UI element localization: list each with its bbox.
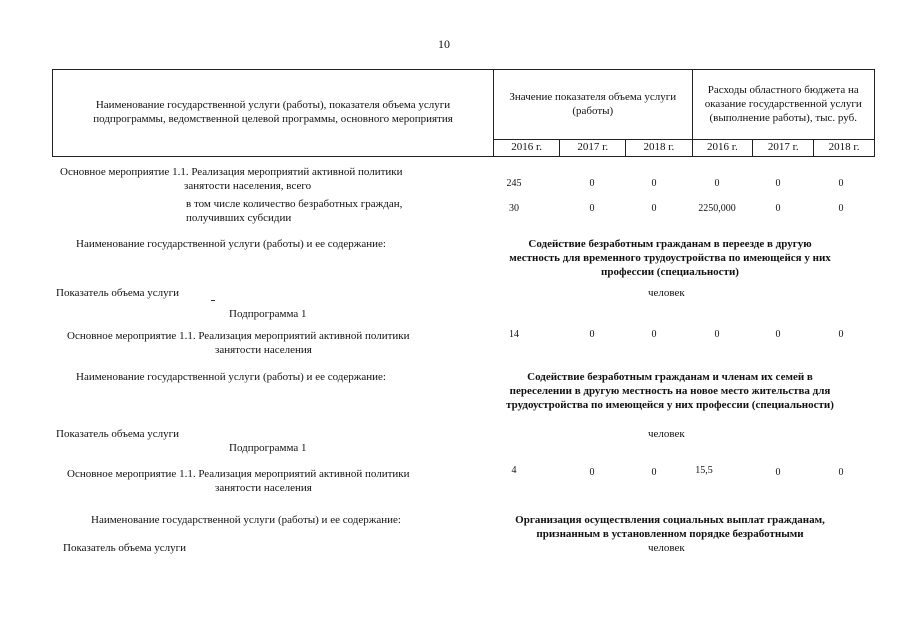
- row-name: занятости населения: [215, 344, 312, 356]
- indicator-label: Показатель объема услуги: [63, 542, 187, 554]
- year-cell: 2016 г.: [692, 140, 753, 157]
- value-cell: 0: [775, 329, 781, 340]
- service-title: переселении в другую местность на новое место жительства для: [509, 385, 831, 397]
- row-name: Основное мероприятие 1.1. Реализация мероприятий активной политики: [67, 468, 410, 480]
- value-cell: 0: [589, 203, 595, 214]
- year-cell: 2018 г.: [814, 140, 875, 157]
- value-cell: 0: [838, 178, 844, 189]
- value-cell: 15,5: [695, 465, 713, 476]
- value-cell: 0: [589, 467, 595, 478]
- header-name-cell: Наименование государственной услуги (работы), показателя объема услуги подпрограммы, ведомственной целевой программы, основного мероприятия: [53, 70, 494, 157]
- value-cell: 0: [651, 203, 657, 214]
- service-title: трудоустройства по имеющейся у них профессии (специальности): [506, 399, 834, 411]
- subprogram-label: Подпрограмма 1: [229, 308, 307, 320]
- header-table: [52, 69, 875, 157]
- row-name: получивших субсидии: [186, 212, 292, 224]
- value-cell: 0: [838, 203, 844, 214]
- value-cell: 0: [651, 467, 657, 478]
- value-cell: 0: [838, 467, 844, 478]
- scan-mark: [211, 300, 215, 301]
- service-label: Наименование государственной услуги (работы) и ее содержание:: [76, 238, 386, 250]
- value-cell: 0: [775, 203, 781, 214]
- header-value-cell: Значение показателя объема услуги (работы): [494, 70, 693, 140]
- value-cell: 0: [838, 329, 844, 340]
- value-cell: 2250,000: [698, 203, 736, 214]
- unit-label: человек: [648, 428, 685, 440]
- service-title: местность для временного трудоустройства по имеющейся у них: [509, 252, 831, 264]
- subprogram-label: Подпрограмма 1: [229, 442, 307, 454]
- service-title: Содействие безработным гражданам в переезде в другую: [528, 238, 812, 250]
- row-name: Основное мероприятие 1.1. Реализация мероприятий активной политики: [67, 330, 410, 342]
- indicator-label: Показатель объема услуги: [56, 287, 180, 299]
- row-name: Основное мероприятие 1.1. Реализация мероприятий активной политики: [60, 166, 403, 178]
- value-cell: 0: [589, 178, 595, 189]
- value-cell: 0: [651, 329, 657, 340]
- value-cell: 30: [509, 203, 519, 214]
- service-title: Содействие безработным гражданам и членам их семей в: [527, 371, 813, 383]
- value-cell: 0: [775, 467, 781, 478]
- year-cell: 2018 г.: [626, 140, 692, 157]
- service-title: Организация осуществления социальных выплат гражданам,: [515, 514, 825, 526]
- year-cell: 2017 г.: [753, 140, 814, 157]
- unit-label: человек: [648, 287, 685, 299]
- service-label: Наименование государственной услуги (работы) и ее содержание:: [91, 514, 401, 526]
- service-title: признанным в установленном порядке безработными: [536, 528, 804, 540]
- unit-label: человек: [648, 542, 685, 554]
- header-expenses-cell: Расходы областного бюджета на оказание государственной услуги (выполнение работы), тыс. руб.: [692, 70, 874, 140]
- value-cell: 4: [511, 465, 517, 476]
- value-cell: 0: [775, 178, 781, 189]
- value-cell: 0: [714, 329, 720, 340]
- page-number: 10: [438, 37, 450, 51]
- value-cell: 14: [509, 329, 519, 340]
- row-name: занятости населения, всего: [184, 180, 312, 192]
- indicator-label: Показатель объема услуги: [56, 428, 180, 440]
- year-cell: 2016 г.: [494, 140, 560, 157]
- value-cell: 0: [589, 329, 595, 340]
- row-name: в том числе количество безработных граждан,: [186, 198, 403, 210]
- service-title: профессии (специальности): [601, 266, 739, 278]
- value-cell: 0: [651, 178, 657, 189]
- row-name: занятости населения: [215, 482, 312, 494]
- year-cell: 2017 г.: [560, 140, 626, 157]
- value-cell: 0: [714, 178, 720, 189]
- service-label: Наименование государственной услуги (работы) и ее содержание:: [76, 371, 386, 383]
- value-cell: 245: [506, 178, 522, 189]
